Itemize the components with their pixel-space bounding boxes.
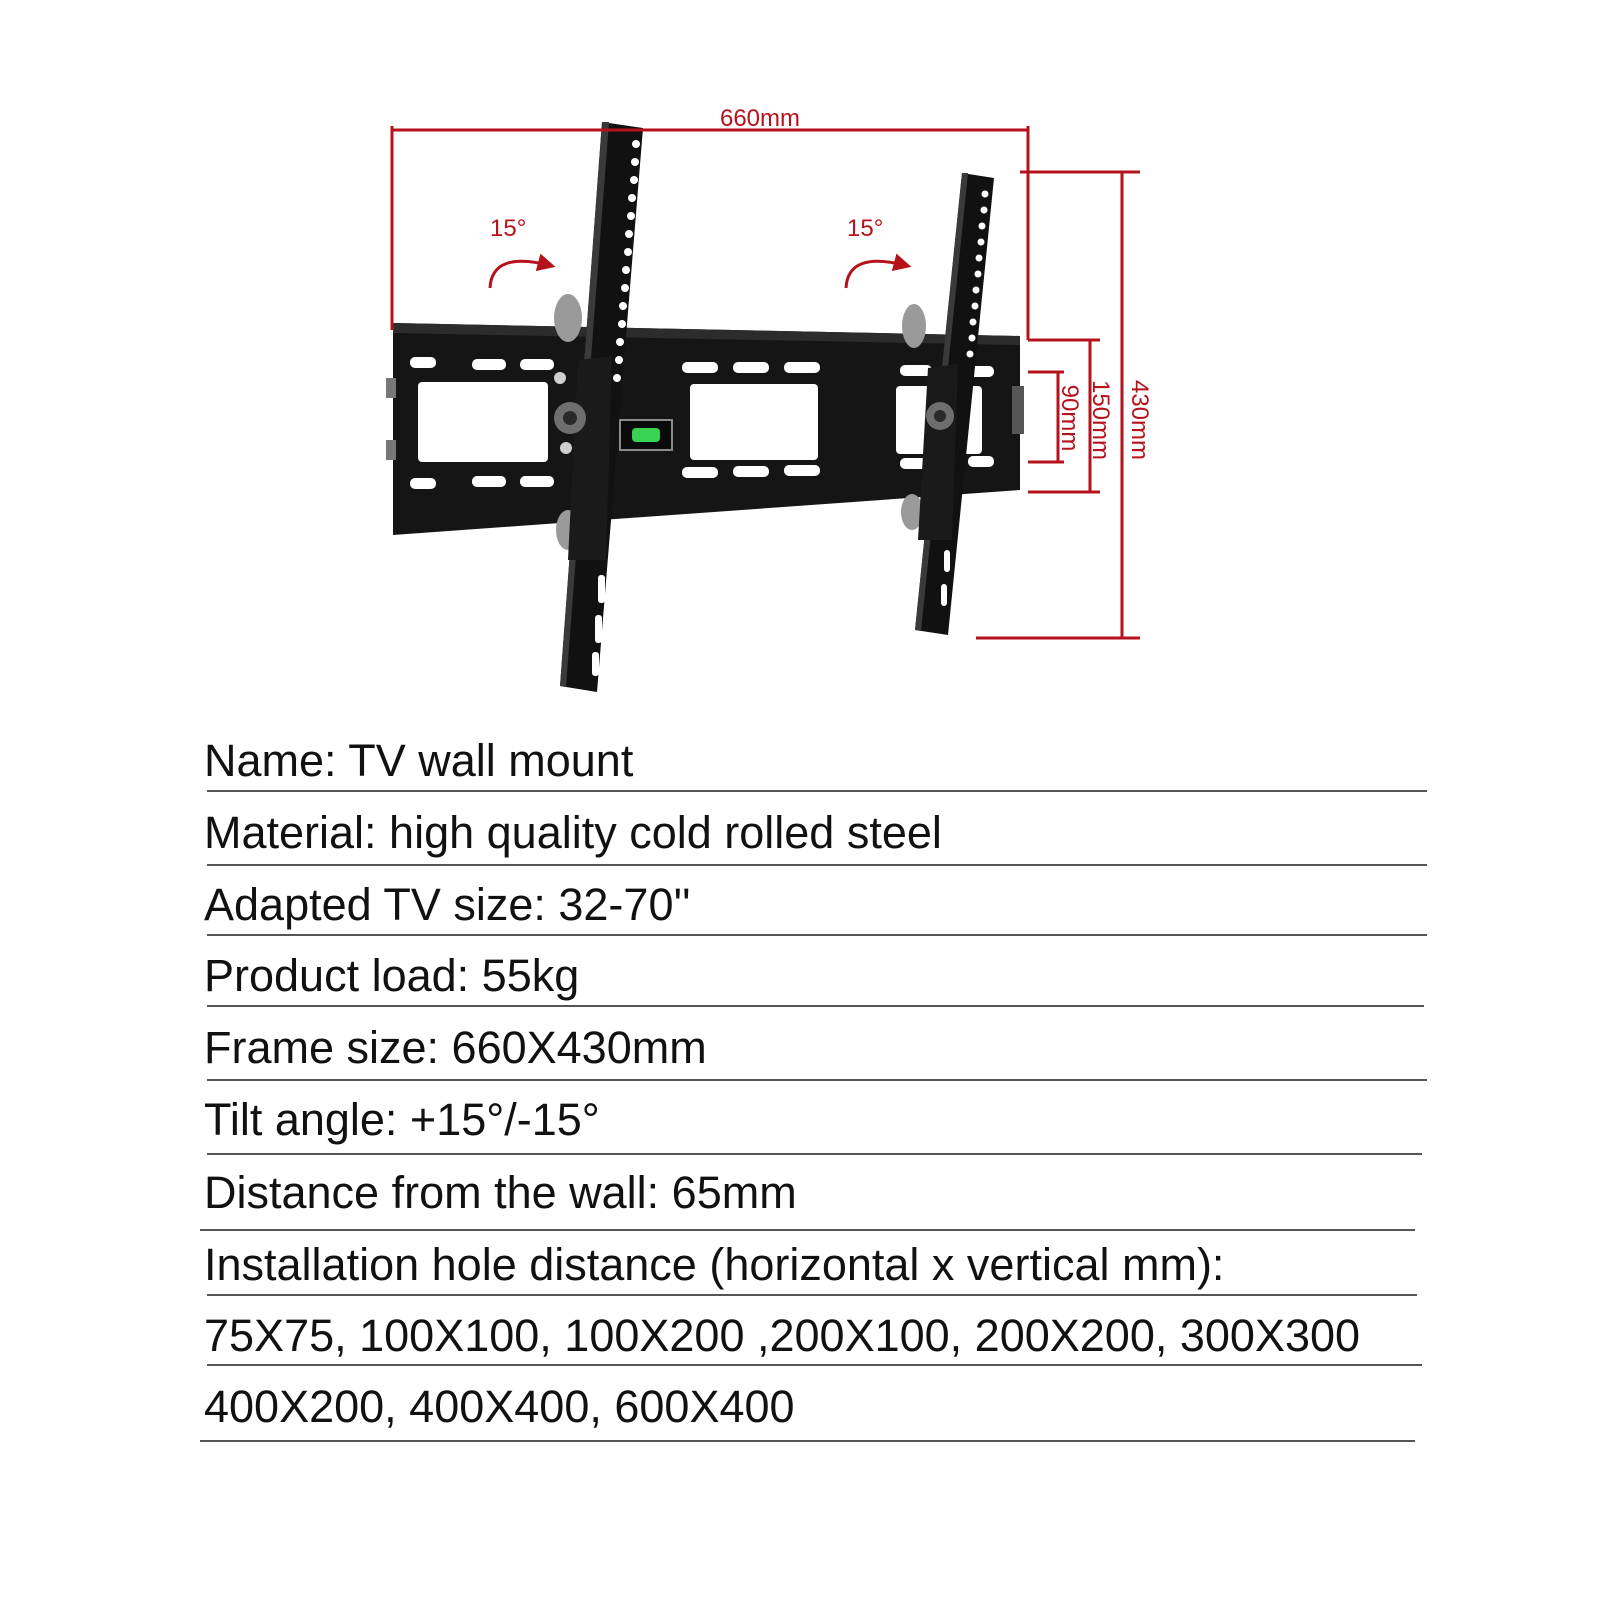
hole-label-150: 150mm <box>1087 379 1114 461</box>
divider <box>207 1079 1427 1081</box>
spec-hole-distance-values-2: 400X200, 400X400, 600X400 <box>204 1381 795 1432</box>
divider <box>207 864 1427 866</box>
divider <box>207 1364 1422 1366</box>
hole-dimension-inner <box>1028 372 1083 462</box>
spec-tv-size: Adapted TV size: 32-70'' <box>204 879 691 930</box>
width-dimension <box>392 105 1028 340</box>
spec-hole-distance-values-1: 75X75, 100X100, 100X200 ,200X100, 200X200, 300X300 <box>204 1310 1361 1361</box>
tilt-arrow-left <box>490 215 552 288</box>
divider <box>207 790 1427 792</box>
divider <box>207 934 1427 936</box>
spec-name: Name: TV wall mount <box>204 735 634 786</box>
width-label: 660mm <box>719 105 801 132</box>
height-label: 430mm <box>1126 379 1153 461</box>
hole-label-90: 90mm <box>1056 384 1083 452</box>
divider <box>207 1153 1422 1155</box>
divider <box>200 1229 1415 1231</box>
wall-mount-diagram <box>0 0 1601 720</box>
spec-wall-distance: Distance from the wall: 65mm <box>204 1167 797 1218</box>
divider <box>200 1440 1415 1442</box>
tilt-label-right: 15° <box>847 215 884 242</box>
spec-material: Material: high quality cold rolled steel <box>204 807 942 858</box>
spec-load: Product load: 55kg <box>204 950 580 1001</box>
tilt-arrow-right <box>846 215 908 288</box>
tilt-label-left: 15° <box>490 215 527 242</box>
spec-frame-size: Frame size: 660X430mm <box>204 1022 707 1073</box>
divider <box>207 1005 1424 1007</box>
spec-tilt-angle: Tilt angle: +15°/-15° <box>204 1094 600 1145</box>
divider <box>207 1294 1417 1296</box>
spec-hole-distance-heading: Installation hole distance (horizontal x vertical mm): <box>204 1239 1225 1290</box>
